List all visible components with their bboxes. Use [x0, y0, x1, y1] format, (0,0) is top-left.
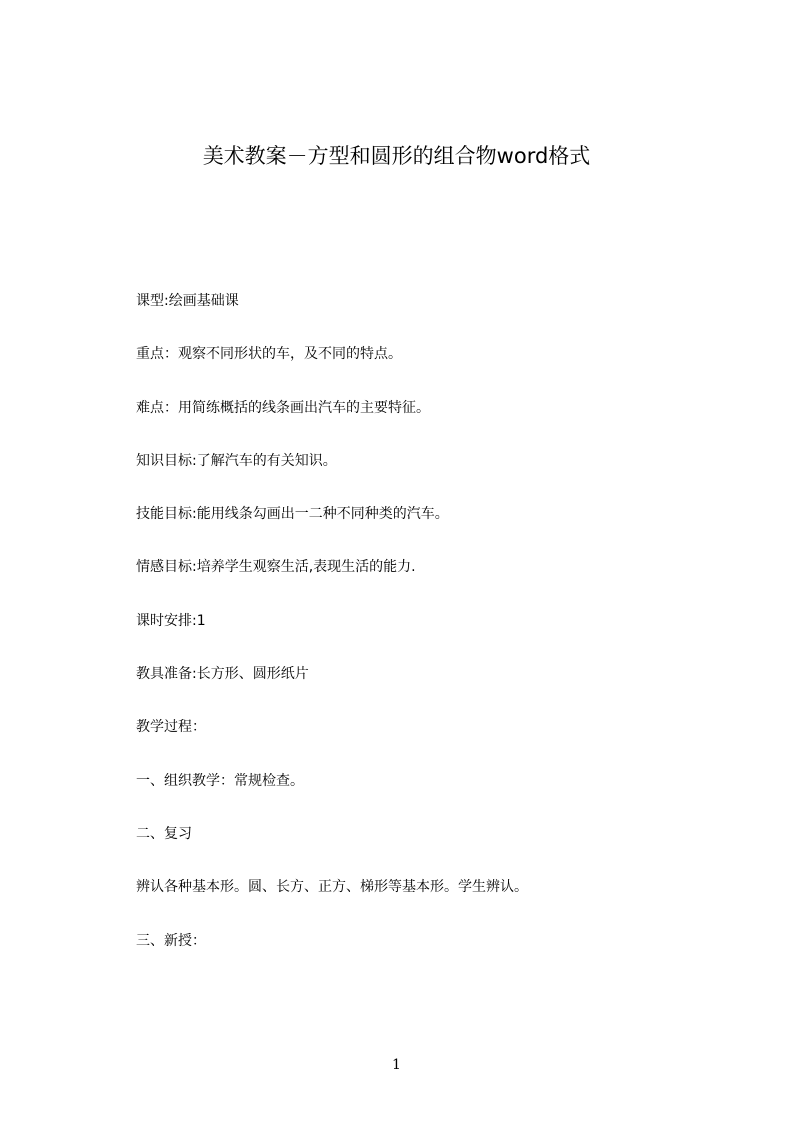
paragraph-review-detail: 辨认各种基本形。圆、长方、正方、梯形等基本形。学生辨认。 — [136, 879, 528, 896]
paragraph-teaching-aids: 教具准备:长方形、圆形纸片 — [136, 666, 309, 683]
paragraph-section-new-lesson: 三、新授： — [136, 932, 206, 949]
document-title: 美术教案－方型和圆形的组合物word格式 — [202, 144, 591, 168]
paragraph-knowledge-goal: 知识目标:了解汽车的有关知识。 — [136, 452, 337, 469]
paragraph-lesson-type: 课型:绘画基础课 — [136, 293, 239, 309]
paragraph-section-organize: 一、组织教学：常规检查。 — [136, 772, 304, 789]
paragraph-teaching-process: 教学过程： — [136, 719, 206, 736]
paragraph-section-review: 二、复习 — [136, 825, 192, 842]
paragraph-key-point: 重点：观察不同形状的车，及不同的特点。 — [136, 346, 402, 363]
paragraph-difficulty: 难点：用简练概括的线条画出汽车的主要特征。 — [136, 399, 430, 416]
paragraph-class-hours: 课时安排:1 — [136, 612, 206, 629]
page-number: 1 — [392, 1057, 401, 1073]
document-body — [136, 286, 736, 979]
paragraph-emotion-goal: 情感目标:培养学生观察生活,表现生活的能力. — [136, 559, 416, 576]
paragraph-skill-goal: 技能目标:能用线条勾画出一二种不同种类的汽车。 — [136, 506, 449, 523]
